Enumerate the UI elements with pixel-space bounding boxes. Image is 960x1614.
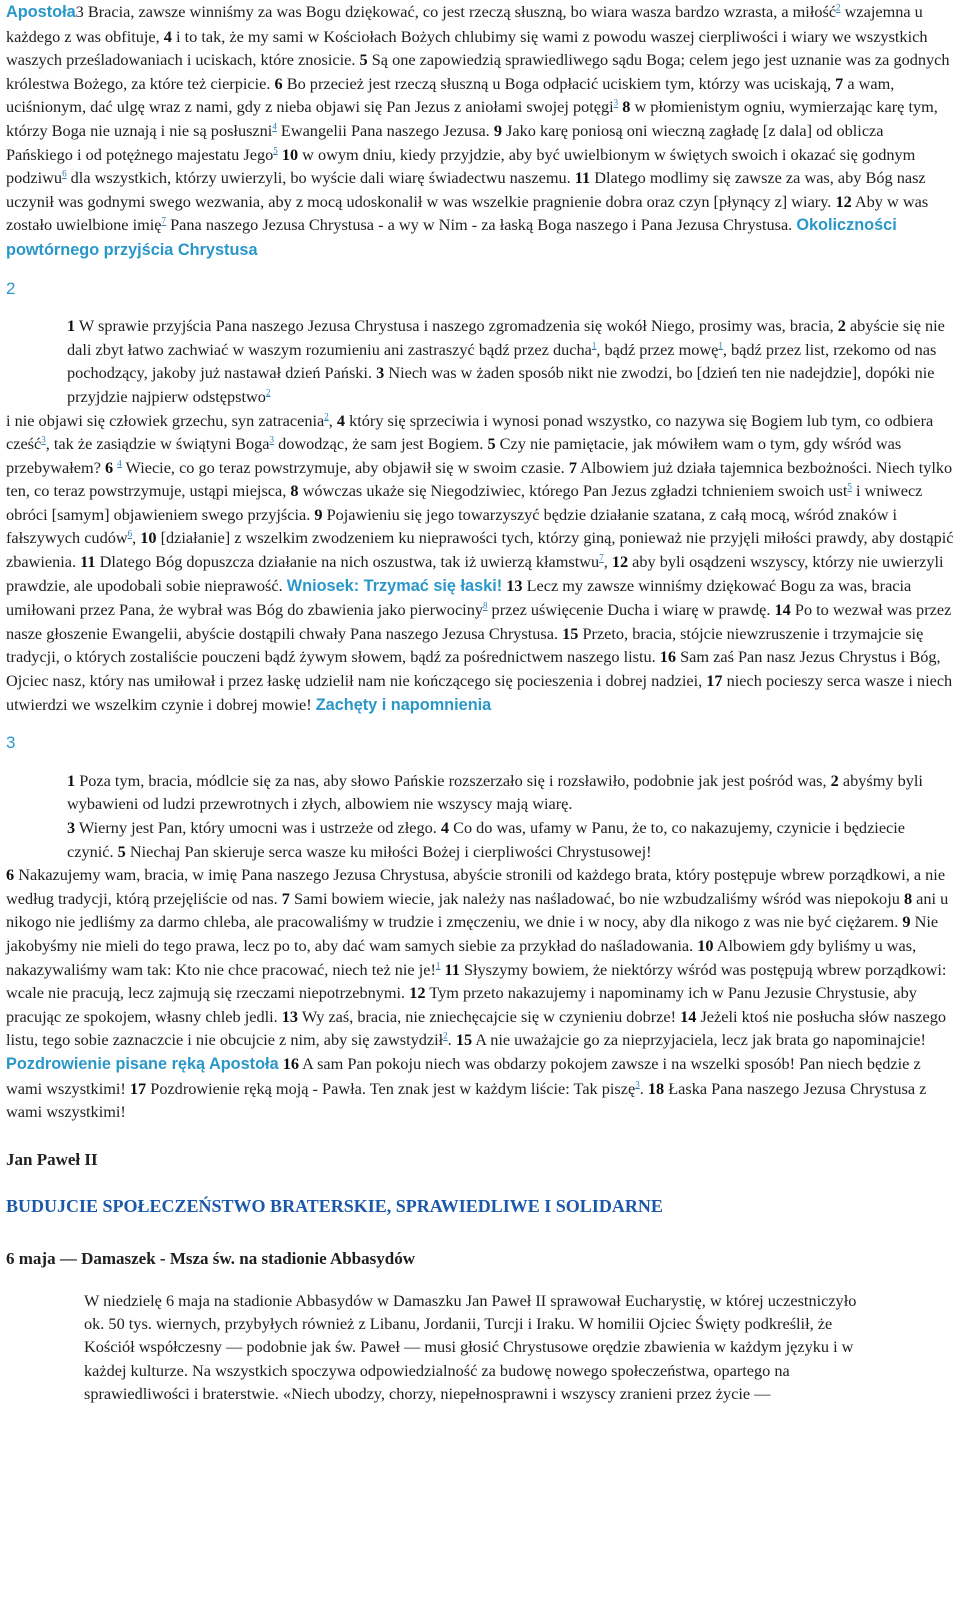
verse-number: 1 (67, 770, 76, 790)
footnote-link[interactable]: 7 (599, 552, 604, 563)
verse-number: 4 (163, 26, 172, 46)
text-run: Niechaj Pan skieruje serca wasze ku miłości Bożej i cierpliwości Chrystusowej! (125, 841, 652, 861)
text-run: Albowiem już działa tajemnica bezbożności. Niech tylko ten, co teraz powstrzymuje, ustąpi miejsca, (6, 457, 953, 501)
verse-number: 17 (129, 1078, 147, 1098)
verse-number: 18 (647, 1078, 665, 1098)
footnote-link[interactable]: 2 (443, 1030, 448, 1041)
text-run: Pozdrowienie ręką moją - Pawła. Ten znak jest w każdym liście: Tak piszę (146, 1078, 636, 1098)
text-run: w płomienistym ogniu, wymierzając karę tym, którzy Boga nie uznają i nie są posłuszni (6, 97, 938, 140)
verse-number: 14 (774, 600, 791, 620)
verse-number: 12 (611, 552, 629, 572)
text-run: abyście się nie dali zbyt łatwo zachwiać w waszym rozumieniu ani zastraszyć bądź przez ducha (67, 316, 945, 359)
verse-number: 5 (487, 434, 496, 454)
text-run: Lecz my zawsze winniśmy dziękować Bogu za was, bracia umiłowani przez Pana, że wybrał was Bóg do zbawienia jako pierwociny (6, 575, 912, 620)
text-run: Słyszymy bowiem, że niektórzy wśród was postępują wbrew porządkowi: wcale nie pracują, lecz zajmują się rzeczami niepotrzebnymi. (6, 959, 947, 1003)
verse-number: 10 (281, 144, 299, 164)
text-run: Przeto, bracia, stójcie niewzruszenie i trzymajcie się tradycji, o których zostaliście pouczeni bądź żywym słowem, bądź za pośrednictwem naszego listu. (6, 623, 924, 667)
text-run: Po to wezwał was przez nasze głoszenie Ewangelii, abyście dostąpili chwały Pana naszego Jezusa Chrystusa. (6, 600, 952, 643)
text-run: , tak że zasiądzie w świątyni Boga (45, 434, 270, 454)
verse-number: 9 (493, 120, 502, 140)
chapter-3-indented (67, 769, 954, 816)
footnote-link[interactable]: 1 (591, 340, 597, 351)
text-run: Pojawieniu się jego towarzyszyć będzie działanie szatana, z całą mocą, wśród znaków i fałszywych cudów (6, 504, 898, 548)
verse-number: 6 (105, 457, 114, 477)
footnote-link[interactable]: 3 (269, 434, 275, 445)
footnote-link[interactable]: 2 (324, 411, 329, 422)
text-run: Łaska Pana naszego Jezusa Chrystusa z wami wszystkimi! (6, 1078, 927, 1122)
text-run: wzajemna u każdego z was obfituje, (6, 2, 923, 46)
text-run: Albowiem gdy byliśmy u was, nakazywaliśmy wam tak: Kto nie chce pracować, niech też nie je! (6, 935, 917, 979)
chapter-1-tail (6, 0, 954, 263)
footnote-link[interactable]: 1 (718, 340, 723, 351)
text-run: który się sprzeciwia i wynosi ponad wszystko, co nazywa się Bogiem lub tym, co odbiera cześć (6, 410, 934, 454)
text-run: A nie uważajcie go za nieprzyjaciela, lecz jak brata go napominajcie! (472, 1030, 926, 1050)
verse-number: 3 (67, 818, 76, 837)
text-run: Nie jakobyśmy nie mieli do tego prawa, lecz po to, aby dać wam samych siebie za przykład do naśladowania. (6, 912, 939, 955)
text-run: dla wszystkich, którzy uwierzyli, bo wyście dali wiarę świadectwu naszemu. (66, 168, 575, 188)
text-run: ani u nikogo nie jedliśmy za darmo chleba, ale pracowaliśmy w trudzie i zmęczeniu, we dnie i w nocy, aby dla nikogo z was nie być ciężarem. (6, 888, 949, 932)
article-lead: W niedzielę 6 maja na stadionie Abbasydów w Damaszku Jan Paweł II sprawował Eucharystię, w której uczestniczyło ok. 50 tys. wiernych, przybyłych również z Libanu, Jordanii, Turcji i Iraku. W homilii Ojciec Święty podkreślił, że Kościół współczesny — podobnie jak św. Paweł — musi głosić Chrystusowe orędzie zbawienia w każdym języku i w każdej kulturze. Na wszystkich spoczywa odpowiedzialność za budowę nowego społeczeństwa, opartego na sprawiedliwości i braterstwie. «Niech ubodzy, chorzy, niepełnosprawni i wszyscy zranieni przez życie — (84, 1290, 857, 1404)
footnote-link[interactable]: 6 (62, 168, 67, 179)
verse-number: 5 (359, 50, 368, 70)
chapter-number-3[interactable]: 3 (6, 733, 16, 753)
verse-number: 15 (562, 623, 579, 643)
text-run: Dlatego modlimy się zawsze za was, aby Bóg nasz uczynił was godnymi swego wezwania, aby z mocą udoskonalił w was wszelkie pragnienie dobra oraz czyn [płynący z] wiary. (6, 168, 926, 211)
text-run: 3 (75, 2, 84, 21)
text-run: Czy nie pamiętacie, jak mówiłem wam o tym, gdy wśród was przebywałem? (6, 434, 902, 477)
verse-number: 2 (830, 770, 839, 790)
verse-number: 7 (835, 73, 844, 93)
text-run: Niech was w żaden sposób nikt nie zwodzi, bo [dzień ten nie nadejdzie], dopóki nie przyjdzie najpierw odstępstwo (67, 363, 935, 406)
text-run: Nakazujemy wam, bracia, w imię Pana naszego Jezusa Chrystusa, abyście stronili od każdego brata, który postępuje wbrew porządkowi, a nie według tradycji, którą przejęliście od nas. (6, 865, 946, 908)
text-run: A sam Pan pokoju niech was obdarzy pokojem zawsze i na wszelki sposób! Pan niech będzie z wami wszystkimi! (6, 1053, 921, 1098)
verse-number: 10 (140, 528, 157, 548)
verse-number: 9 (902, 912, 911, 932)
verse-number: 5 (117, 841, 126, 861)
text-run: Wiecie, co go teraz powstrzymuje, aby objawił się w swoim czasie. (121, 457, 569, 477)
verse-number: 2 (837, 316, 846, 336)
verse-number: 4 (336, 410, 346, 430)
verse-number: 7 (281, 888, 290, 908)
text-run: Tym przeto nakazujemy i napominamy ich w Panu Jezusie Chrystusie, aby pracując ze spokojem, własny chleb jedli. (6, 983, 917, 1026)
verse-number: 12 (409, 983, 426, 1003)
text-run: Dlatego Bóg dopuszcza działanie na nich oszustwa, tak iż uwierzą kłamstwu (95, 552, 600, 572)
section-heading-apostle[interactable]: Apostoła (6, 3, 76, 21)
verse-number: 4 (440, 818, 450, 837)
verse-number: 1 (67, 316, 76, 336)
text-run: Są one zapowiedzią sprawiedliwego sądu Boga; celem jego jest uznanie was za godnych królestwa Bożego, za które też cierpicie. (6, 50, 950, 93)
text-run: Sami bowiem wiecie, jak należy nas naśladować, bo nie wzbudzaliśmy wśród was niepokoju (289, 888, 904, 908)
footnote-link[interactable]: 3 (613, 97, 619, 108)
footnote-link[interactable]: 6 (127, 529, 133, 540)
text-run: Aby w was zostało uwielbione imię (6, 191, 929, 235)
text-run: w owym dniu, kiedy przyjdzie, aby być uwielbionym w świętych swoich i okazać się godnym podziwu (6, 144, 916, 188)
text-run: W sprawie przyjścia Pana naszego Jezusa Chrystusa i naszego zgromadzenia się wokół Niego, prosimy was, bracia, (75, 316, 838, 336)
text-run: Sam zaś Pan nasz Jezus Chrystus i Bóg, Ojciec nasz, który nas umiłował i przez łaskę udzielił nam nie kończącego się pocieszenia i dobrej nadziei, (6, 647, 941, 691)
verse-number: 14 (680, 1006, 697, 1026)
section-heading[interactable]: Pozdrowienie pisane ręką Apostoła (6, 1054, 279, 1073)
text-run: Wy zaś, bracia, nie zniechęcajcie się w czynieniu dobrze! (298, 1006, 681, 1026)
chapter-number-2[interactable]: 2 (6, 278, 16, 298)
chapter-1-text (6, 2, 950, 259)
section-heading[interactable]: Zachęty i napomnienia (315, 695, 492, 714)
text-run: Ewangelii Pana naszego Jezusa. (276, 120, 494, 140)
text-run: i to tak, że my sami w Kościołach Bożych chlubimy się wami z powodu waszej cierpliwości i wiary we wszystkich waszych prześladowaniach i uciskach, które znosicie. (6, 26, 928, 70)
verse-number: 3 (376, 363, 385, 383)
chapter-2-indented (67, 314, 954, 408)
verse-number: 15 (455, 1030, 473, 1050)
article-meta: 6 maja — Damaszek - Msza św. na stadionie Abbasydów (6, 1248, 415, 1268)
text-run: Pana naszego Jezusa Chrystusa - a wy w Nim - za łaską Boga naszego i Pana Jezusa Chrystusa. (166, 215, 797, 235)
text-run: Bracia, zawsze winniśmy za was Bogu dziękować, co jest rzeczą słuszną, bo wiara wasza bardzo wzrasta, a miłość (83, 2, 837, 21)
text-run: Jako karę poniosą oni wieczną zagładę [z dala] od oblicza Pańskiego i od potężnego majestatu Jego (6, 120, 884, 164)
footnote-link[interactable]: 4 (117, 458, 122, 469)
text-run: . (447, 1030, 456, 1050)
footnote-link[interactable]: 7 (161, 215, 167, 226)
text-run: [działanie] z wszelkim zwodzeniem ku nieprawości tych, którzy giną, ponieważ nie przyjęli miłości prawdy, aby dostąpić zbawienia. (6, 528, 954, 572)
chapter-2-body (6, 409, 954, 718)
section-heading[interactable]: Okoliczności powtórnego przyjścia Chrystusa (6, 216, 897, 259)
verse-number: 13 (281, 1006, 299, 1026)
text-run: , (603, 552, 612, 572)
text-run: Wierny jest Pan, który umocni was i ustrzeże od złego. (75, 818, 441, 837)
footnote-link[interactable]: 3 (41, 434, 46, 445)
text-run: aby byli osądzeni wszyscy, którzy nie uwierzyli prawdzie, ale upodobali sobie nieprawość. (6, 552, 944, 595)
verse-number: 12 (835, 191, 852, 211)
verse-number: 9 (314, 504, 323, 524)
verse-number: 11 (574, 168, 591, 188)
text-run: . (639, 1078, 648, 1098)
text-run: i wniwecz obróci [samym] objawieniem swego przyjścia. (6, 481, 923, 524)
footnote-link[interactable]: 5 (273, 145, 278, 156)
text-run: , (328, 410, 337, 430)
text-run: abyśmy byli wybawieni od ludzi przewrotnych i złych, albowiem nie wszyscy mają wiarę. (67, 770, 923, 814)
verse-number: 6 (274, 73, 283, 93)
footnote-link[interactable]: 3 (635, 1079, 640, 1090)
text-run: Jeżeli ktoś nie posłucha słów naszego listu, tego sobie zaznaczcie i nie obcujcie z nim, aby się zawstydził (6, 1006, 946, 1050)
footnote-link[interactable]: 5 (847, 481, 852, 492)
text-run: dowodząc, że sam jest Bogiem. (274, 434, 488, 454)
verse-number: 16 (659, 647, 677, 667)
verse-number: 8 (903, 888, 913, 908)
verse-number: 6 (6, 865, 15, 885)
article-title: BUDUJCIE SPOŁECZEŃSTWO BRATERSKIE, SPRAWIEDLIWE I SOLIDARNE (6, 1196, 663, 1217)
footnote-link[interactable]: 2 (265, 387, 271, 398)
verse-number: 10 (697, 935, 714, 955)
text-run: przez uświęcenie Ducha i wiarę w prawdę. (487, 600, 775, 620)
article-author: Jan Paweł II (6, 1149, 98, 1169)
text-run: Bo przecież jest rzeczą słuszną u Boga odpłacić uciskiem tym, którzy was uciskają, (282, 73, 836, 93)
text-run: , (132, 528, 141, 548)
text-run: Co do was, ufamy w Panu, że to, co nakazujemy, czynicie i będziecie czynić. (67, 818, 906, 861)
text-run: i nie objawi się człowiek grzechu, syn zatracenia (6, 410, 325, 430)
verse-number: 8 (622, 97, 631, 117)
text-run: wówczas ukaże się Niegodziwiec, którego Pan Jezus zgładzi tchnieniem swoich ust (298, 481, 848, 501)
chapter-3-body (6, 863, 954, 1124)
chapter-3-indented-2 (67, 816, 954, 863)
text-run: Poza tym, bracia, módlcie się za nas, aby słowo Pańskie rozszerzało się i rozsławiło, podobnie jak jest pośród was, (75, 770, 831, 790)
text-run: niech pocieszy serca wasze i niech utwierdzi we wszelkim czynie i dobrej mowie! (6, 671, 953, 714)
verse-number: 7 (568, 457, 577, 477)
section-heading[interactable]: Wniosek: Trzymać się łaski! (286, 576, 503, 595)
text-run: , bądź przez mowę (596, 339, 719, 359)
verse-number: 11 (444, 959, 460, 979)
verse-number: 17 (706, 671, 723, 691)
verse-number: 13 (506, 575, 523, 595)
verse-number: 16 (282, 1053, 299, 1073)
text-run: a wam, uciśnionym, dać ulgę wraz z nami, gdy z nieba objawi się Pan Jezus z aniołami swojej potęgi (6, 73, 895, 117)
text-run: , bądź przez list, rzekomo od nas pochodzący, jakoby już nastawał dzień Pański. (67, 339, 937, 383)
verse-number: 11 (80, 552, 96, 572)
footnote-link[interactable]: 4 (272, 121, 277, 132)
footnote-link[interactable]: 1 (435, 960, 441, 971)
footnote-link[interactable]: 8 (482, 600, 488, 611)
footnote-link[interactable]: 2 (836, 2, 841, 13)
verse-number: 8 (290, 481, 299, 501)
